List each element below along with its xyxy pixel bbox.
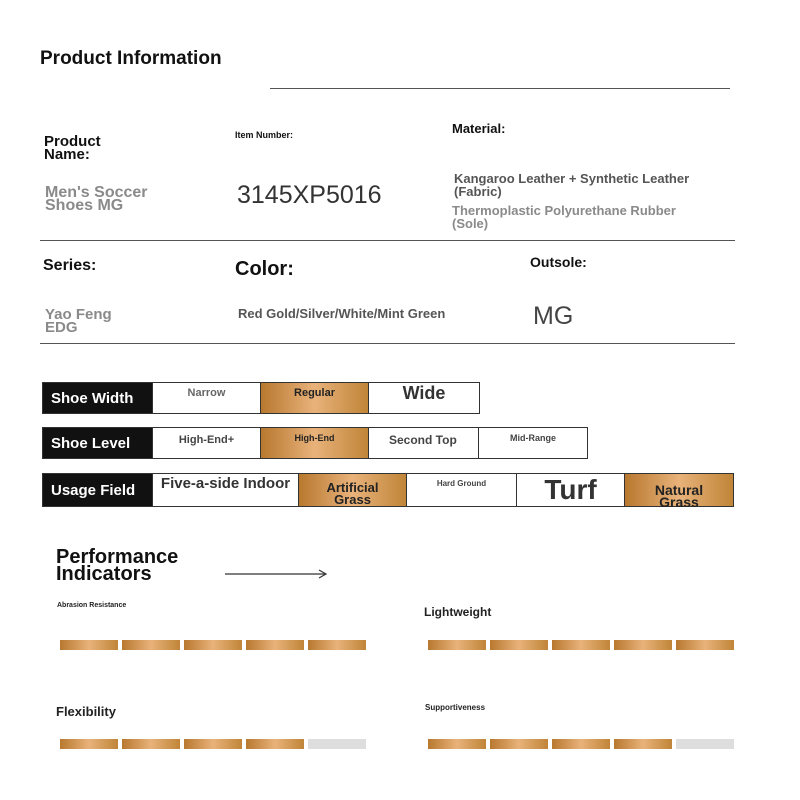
usage-field-label: Usage Field bbox=[43, 474, 153, 506]
shoe-width-option-narrow[interactable]: Narrow bbox=[153, 383, 261, 413]
perf-segment-filled bbox=[246, 739, 304, 749]
perf-segment-filled bbox=[246, 640, 304, 650]
perf-segment-filled bbox=[308, 640, 366, 650]
item-number-label: Item Number: bbox=[235, 130, 294, 140]
perf-segment-filled bbox=[676, 640, 734, 650]
shoe-level-option-second-top[interactable]: Second Top bbox=[369, 428, 479, 458]
perf-segment-filled bbox=[60, 640, 118, 650]
perf-segment-filled bbox=[614, 739, 672, 749]
perf-bar-supportiveness bbox=[428, 739, 734, 749]
perf-segment-filled bbox=[428, 739, 486, 749]
color-label: Color: bbox=[235, 258, 294, 280]
perf-segment-filled bbox=[184, 640, 242, 650]
perf-segment-filled bbox=[122, 739, 180, 749]
usage-field-option-five-a-side-indoor[interactable]: Five-a-side Indoor bbox=[153, 474, 299, 506]
shoe-level-option-high-end-plus[interactable]: High-End+ bbox=[153, 428, 261, 458]
perf-segment-filled bbox=[184, 739, 242, 749]
product-name-label: Product Name: bbox=[44, 133, 101, 163]
series-label: Series: bbox=[43, 257, 97, 274]
perf-segment-empty bbox=[676, 739, 734, 749]
perf-segment-filled bbox=[490, 640, 548, 650]
perf-bar-lightweight bbox=[428, 640, 734, 650]
perf-label-abrasion-resistance: Abrasion Resistance bbox=[57, 602, 127, 609]
perf-segment-filled bbox=[614, 640, 672, 650]
perf-segment-filled bbox=[552, 640, 610, 650]
shoe-level-option-high-end[interactable]: High-End bbox=[261, 428, 369, 458]
page-title: Product Information bbox=[40, 48, 222, 69]
perf-segment-filled bbox=[552, 739, 610, 749]
perf-segment-filled bbox=[490, 739, 548, 749]
info-divider-1 bbox=[40, 240, 735, 241]
usage-field-option-artificial-grass[interactable]: Artificial Grass bbox=[299, 474, 407, 506]
header-divider bbox=[270, 88, 730, 89]
material-label: Material: bbox=[452, 121, 506, 136]
shoe-width-option-regular[interactable]: Regular bbox=[261, 383, 369, 413]
perf-segment-filled bbox=[60, 739, 118, 749]
material-line-2: Thermoplastic Polyurethane Rubber (Sole) bbox=[452, 203, 676, 231]
info-divider-2 bbox=[40, 343, 735, 344]
color-value: Red Gold/Silver/White/Mint Green bbox=[238, 306, 446, 321]
performance-title: Performance Indicators bbox=[56, 546, 179, 585]
shoe-width-row bbox=[42, 382, 480, 414]
perf-bar-abrasion-resistance bbox=[60, 640, 366, 650]
item-number-value: 3145XP5016 bbox=[237, 181, 382, 209]
shoe-level-option-mid-range[interactable]: Mid-Range bbox=[510, 433, 556, 443]
product-name-value: Men's Soccer Shoes MG bbox=[45, 184, 148, 214]
usage-field-option-hard-ground[interactable]: Hard Ground bbox=[407, 474, 517, 506]
usage-field-row bbox=[42, 473, 734, 510]
perf-label-lightweight: Lightweight bbox=[424, 605, 492, 619]
outsole-value: MG bbox=[533, 302, 574, 330]
perf-segment-filled bbox=[428, 640, 486, 650]
perf-label-supportiveness: Supportiveness bbox=[425, 703, 486, 712]
perf-bar-flexibility bbox=[60, 739, 366, 749]
usage-field-option-turf[interactable]: Turf bbox=[517, 474, 625, 506]
material-line-1: Kangaroo Leather + Synthetic Leather (Fabric) bbox=[454, 171, 690, 199]
perf-label-flexibility: Flexibility bbox=[56, 704, 116, 719]
series-value: Yao Feng EDG bbox=[45, 306, 112, 336]
shoe-level-label: Shoe Level bbox=[43, 428, 153, 458]
perf-segment-empty bbox=[308, 739, 366, 749]
arrow-right-icon bbox=[225, 568, 330, 580]
shoe-width-label: Shoe Width bbox=[43, 383, 153, 413]
usage-field-option-natural-grass[interactable]: Natural Grass bbox=[625, 474, 733, 506]
outsole-label: Outsole: bbox=[530, 254, 587, 270]
shoe-level-row bbox=[42, 427, 588, 459]
shoe-width-option-wide[interactable]: Wide bbox=[402, 383, 446, 403]
perf-segment-filled bbox=[122, 640, 180, 650]
